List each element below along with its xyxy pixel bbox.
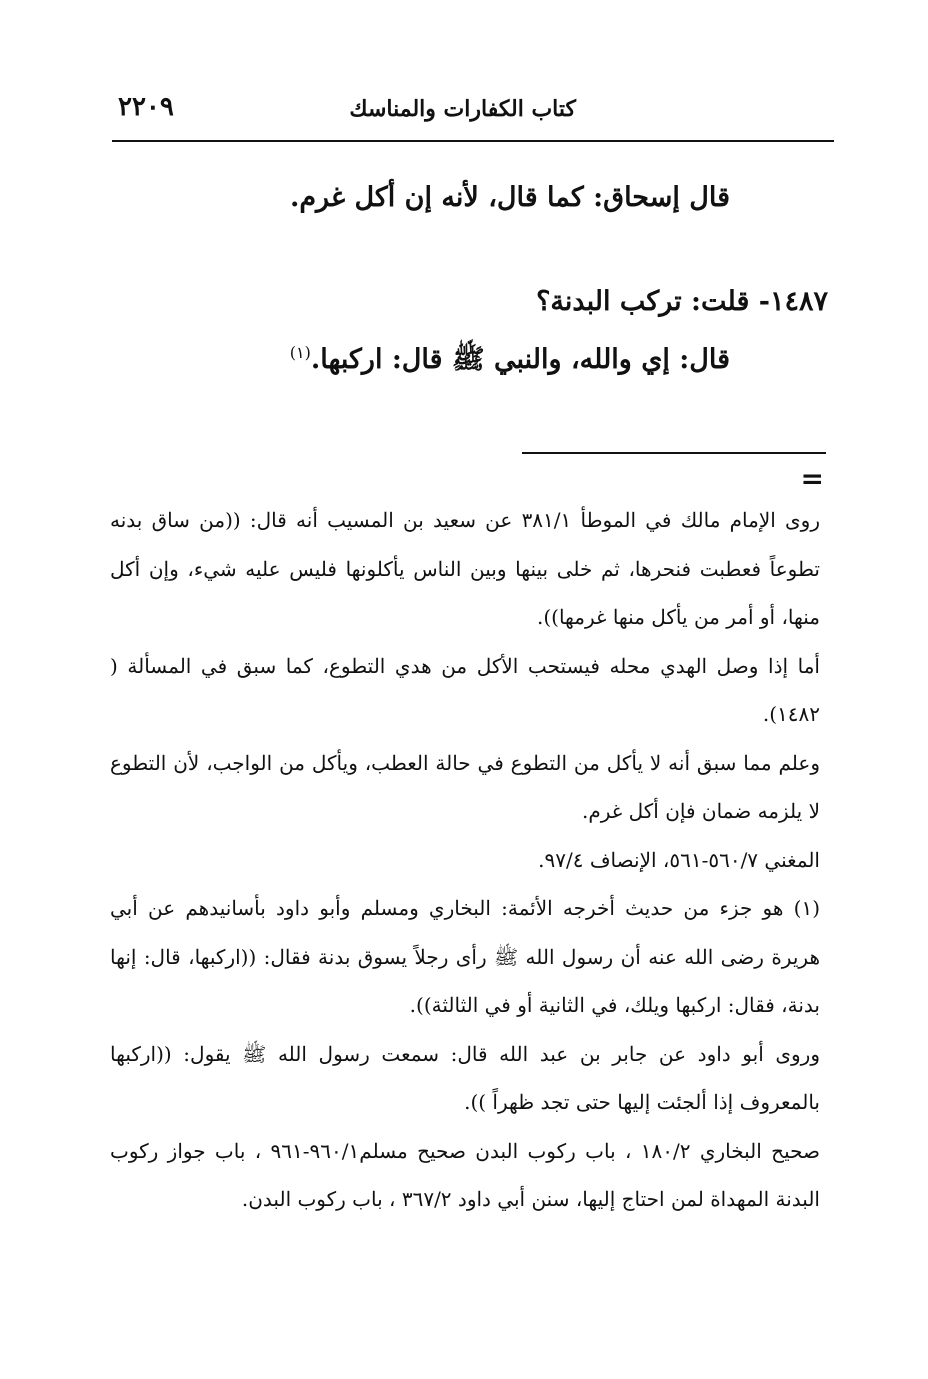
main-text-line-1: قال إسحاق: كما قال، لأنه إن أكل غرم. — [289, 182, 730, 213]
note-paragraph-atab: وعلم مما سبق أنه لا يأكل من التطوع في حالة العطب، ويأكل من الواجب، لأن التطوع لا يلزمه ضمان فإن أكل غرم. — [110, 750, 820, 823]
note-paragraph-hady: أما إذا وصل الهدي محله فيستحب الأكل من هدي التطوع، كما سبق في المسألة ( ١٤٨٢). — [110, 653, 820, 726]
header-divider — [112, 140, 834, 142]
page-number: ٢٢٠٩ — [118, 92, 174, 122]
running-title: كتاب الكفارات والمناسك — [349, 96, 576, 122]
answer-1487 — [290, 342, 730, 382]
answer-text: قال: إي والله، والنبي ﷺ قال: اركبها. — [310, 344, 730, 375]
continuation-mark: = — [800, 462, 824, 495]
note-paragraph-mughni-ref: المغني ٥٦٠/٧-٥٦١، الإنصاف ٩٧/٤. — [538, 847, 820, 872]
note-paragraph-sources: صحيح البخاري ١٨٠/٢ ، باب ركوب البدن صحيح مسلم٩٦٠/١-٩٦١ ، باب جواز ركوب البدنة المهداة لمن احتاج إليها، سنن أبي داود ٣٦٧/٢ ، باب ركوب البدن. — [110, 1138, 820, 1211]
running-header — [112, 92, 834, 132]
footnote-1: (١) هو جزء من حديث أخرجه الأئمة: البخاري ومسلم وأبو داود بأسانيدهم عن أبي هريرة رضى الله عنه أن رسول الله ﷺ رأى رجلاً يسوق بدنة فقال: ((اركبها، قال: إنها بدنة، فقال: اركبها ويلك، في الثانية أو في الثالثة)). — [110, 896, 820, 1017]
note-paragraph-abu-dawud: وروى أبو داود عن جابر بن عبد الله قال: سمعت رسول الله ﷺ يقول: ((اركبها بالمعروف إذا ألجئت إليها حتى تجد ظهراً )). — [110, 1041, 820, 1114]
footnote-reference: (١) — [289, 343, 311, 362]
footnote-divider — [522, 452, 826, 454]
note-paragraph-muwatta: روى الإمام مالك في الموطأ ٣٨١/١ عن سعيد بن المسيب أنه قال: ((من ساق بدنه تطوعاً فعطبت فنحرها، ثم خلى بينها وبين الناس يأكلونها فليس عليه شيء، وإن أكل منها، أو أمر من يأكل منها غرمها)). — [110, 508, 821, 629]
footnotes — [110, 496, 820, 1224]
question-1487: ١٤٨٧- قلت: تركب البدنة؟ — [536, 286, 828, 317]
